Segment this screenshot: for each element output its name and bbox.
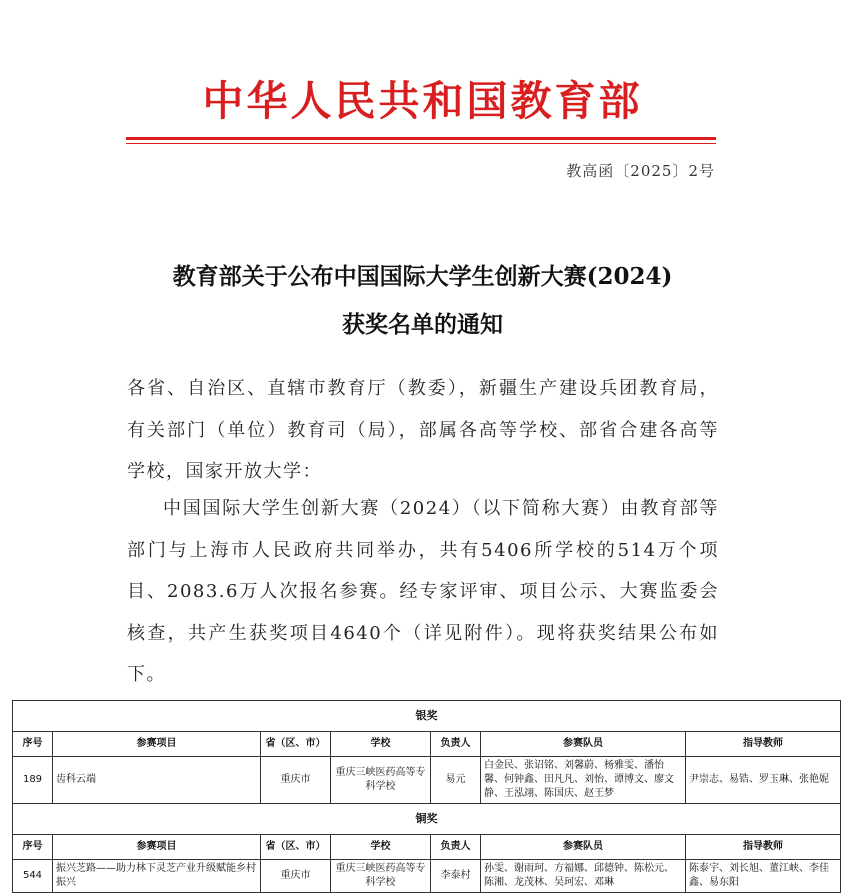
cell-school: 重庆三峡医药高等专科学校: [331, 860, 431, 893]
section-title-bronze: 铜奖: [13, 804, 841, 835]
red-rule-thick: [126, 137, 716, 140]
section-title-row: [13, 701, 841, 732]
body-paragraph: 中国国际大学生创新大赛（2024）（以下简称大赛）由教育部等部门与上海市人民政府共同举办，共有5406所学校的514万个项目、2083.6万人次报名参赛。经专家评审、项目公示、大赛监委会核查，共产生获奖项目4640个（详见附件）。现将获奖结果公布如下。: [127, 498, 719, 685]
cell-province: 重庆市: [261, 860, 331, 893]
cell-teachers: 尹崇志、易锆、罗玉琳、张艳妮: [686, 757, 841, 804]
notice-title-line1: 教育部关于公布中国国际大学生创新大赛(2024): [172, 263, 673, 290]
col-header-leader: 负责人: [431, 732, 481, 757]
col-header-teachers: 指导教师: [686, 835, 841, 860]
col-header-school: 学校: [331, 835, 431, 860]
table-row: [13, 860, 841, 893]
cell-leader: 易元: [431, 757, 481, 804]
cell-project: 齿科云端: [53, 757, 261, 804]
addressee-paragraph: 各省、自治区、直辖市教育厅（教委），新疆生产建设兵团教育局，有关部门（单位）教育司（局），部属各高等学校、部省合建各高等学校，国家开放大学：: [127, 378, 719, 482]
col-header-no: 序号: [13, 835, 53, 860]
col-header-leader: 负责人: [431, 835, 481, 860]
table-header-row: [13, 732, 841, 757]
cell-teachers: 陈泰宇、刘长旭、董江峡、李佳鑫、易东阳: [686, 860, 841, 893]
cell-province: 重庆市: [261, 757, 331, 804]
cell-members: 孙雯、谢雨珂、方福娜、邱德钟、陈松元、陈湘、龙茂林、吴珂宏、邓琳: [481, 860, 686, 893]
document-number: 教高函〔2025〕2号: [566, 162, 715, 180]
table-header-row: [13, 835, 841, 860]
cell-project: 振兴芝路——助力林下灵芝产业升级赋能乡村振兴: [53, 860, 261, 893]
col-header-no: 序号: [13, 732, 53, 757]
table-row: [13, 757, 841, 804]
col-header-province: 省（区、市）: [261, 732, 331, 757]
notice-title-line2: 获奖名单的通知: [342, 311, 503, 338]
col-header-project: 参赛项目: [53, 835, 261, 860]
cell-leader: 李泰村: [431, 860, 481, 893]
awards-table-section: [12, 700, 840, 893]
col-header-members: 参赛队员: [481, 732, 686, 757]
cell-no: 189: [13, 757, 53, 804]
section-title-silver: 银奖: [13, 701, 841, 732]
cell-members: 白金民、张诏铭、刘馨蔚、杨雅雯、潘怡馨、何钟鑫、田凡凡、刘怡、谭博文、廖文静、王泓翊、陈国庆、赵王梦: [481, 757, 686, 804]
col-header-school: 学校: [331, 732, 431, 757]
red-rule-thin: [126, 143, 716, 144]
awards-table: [12, 700, 841, 893]
col-header-members: 参赛队员: [481, 835, 686, 860]
section-title-row: [13, 804, 841, 835]
col-header-teachers: 指导教师: [686, 732, 841, 757]
col-header-project: 参赛项目: [53, 732, 261, 757]
issuer-title: 中华人民共和国教育部: [202, 77, 643, 125]
cell-school: 重庆三峡医药高等专科学校: [331, 757, 431, 804]
col-header-province: 省（区、市）: [261, 835, 331, 860]
cell-no: 544: [13, 860, 53, 893]
